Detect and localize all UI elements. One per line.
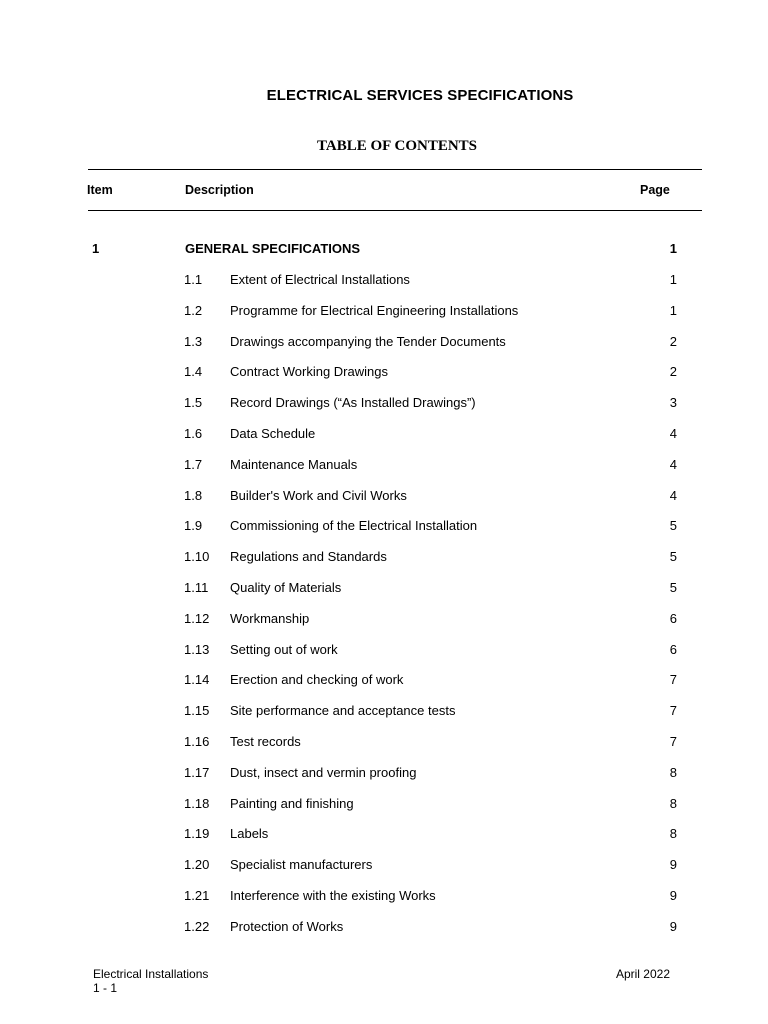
- toc-entry: [0, 488, 768, 519]
- toc-entry: [0, 395, 768, 426]
- toc-entry-page: 6: [669, 610, 677, 626]
- section-page-number: 1: [669, 241, 677, 256]
- toc-entry: [0, 826, 768, 857]
- toc-entry: [0, 272, 768, 303]
- footer-page-number: 1 - 1: [93, 981, 118, 995]
- toc-entry-number: 1.11: [184, 579, 209, 595]
- toc-entry-title: Extent of Electrical Installations: [230, 272, 410, 287]
- toc-entry-list: [0, 272, 768, 950]
- toc-entry-title: Labels: [230, 826, 269, 842]
- toc-entry-number: 1.20: [184, 857, 210, 873]
- toc-entry-title: Programme for Electrical Engineering Installations: [230, 302, 519, 318]
- toc-entry-page: 7: [669, 672, 677, 688]
- toc-entry-title: Dust, insect and vermin proofing: [230, 764, 417, 780]
- toc-entry-number: 1.1: [184, 272, 203, 287]
- toc-entry-number: 1.18: [184, 795, 210, 811]
- header-bottom-rule: [88, 210, 702, 211]
- toc-entry-page: 4: [669, 456, 677, 472]
- toc-entry-page: 7: [669, 703, 677, 719]
- toc-entry: [0, 457, 768, 488]
- toc-entry: [0, 857, 768, 888]
- toc-entry-page: 1: [669, 272, 677, 287]
- toc-entry-title: Regulations and Standards: [230, 549, 387, 565]
- toc-entry-page: 5: [669, 579, 677, 595]
- toc-entry: [0, 580, 768, 611]
- toc-entry-number: 1.10: [184, 549, 210, 565]
- toc-entry: [0, 765, 768, 796]
- toc-entry: [0, 919, 768, 950]
- column-header-description: Description: [185, 183, 254, 197]
- toc-entry-title: Data Schedule: [230, 425, 316, 441]
- toc-heading: TABLE OF CONTENTS: [316, 138, 478, 154]
- toc-entry-number: 1.6: [184, 425, 203, 441]
- toc-entry-number: 1.21: [184, 887, 210, 903]
- column-header-item: Item: [87, 183, 113, 197]
- toc-entry-page: 8: [669, 764, 677, 780]
- toc-entry-number: 1.15: [184, 703, 210, 719]
- toc-entry-page: 8: [669, 826, 677, 842]
- toc-entry-page: 7: [669, 733, 677, 749]
- toc-entry-number: 1.12: [184, 610, 210, 626]
- toc-entry: [0, 734, 768, 765]
- toc-entry-page: 6: [669, 641, 677, 657]
- toc-entry: [0, 334, 768, 365]
- toc-entry-title: Commissioning of the Electrical Installation: [230, 518, 478, 534]
- toc-entry-page: 4: [669, 425, 677, 441]
- footer-left: [93, 967, 208, 995]
- section-title: GENERAL SPECIFICATIONS: [185, 241, 361, 256]
- toc-entry-title: Painting and finishing: [230, 795, 354, 811]
- toc-entry: [0, 703, 768, 734]
- toc-entry-page: 9: [669, 887, 677, 903]
- toc-entry-number: 1.22: [184, 918, 210, 934]
- toc-entry-number: 1.7: [184, 456, 203, 472]
- toc-entry-page: 9: [669, 857, 677, 873]
- toc-entry-title: Erection and checking of work: [230, 672, 404, 688]
- toc-entry-title: Maintenance Manuals: [230, 456, 358, 472]
- toc-entry-page: 1: [669, 302, 677, 318]
- toc-entry: [0, 642, 768, 673]
- toc-entry-title: Site performance and acceptance tests: [230, 703, 456, 719]
- toc-entry-title: Specialist manufacturers: [230, 857, 373, 873]
- toc-entry-page: 3: [669, 395, 677, 411]
- toc-entry-number: 1.14: [184, 672, 210, 688]
- toc-entry: [0, 426, 768, 457]
- toc-entry-number: 1.4: [184, 364, 203, 380]
- toc-entry-title: Quality of Materials: [230, 579, 342, 595]
- toc-entry: [0, 303, 768, 334]
- toc-entry-number: 1.3: [184, 333, 203, 349]
- toc-entry-title: Contract Working Drawings: [230, 364, 388, 380]
- toc-entry-page: 2: [669, 364, 677, 380]
- toc-entry-number: 1.17: [184, 764, 210, 780]
- toc-entry-page: 4: [669, 487, 677, 503]
- toc-entry-title: Setting out of work: [230, 641, 338, 657]
- toc-entry-page: 5: [669, 518, 677, 534]
- toc-entry-page: 2: [669, 333, 677, 349]
- toc-entry-title: Builder's Work and Civil Works: [230, 487, 407, 503]
- toc-entry-number: 1.2: [184, 302, 203, 318]
- section-number: 1: [92, 241, 100, 256]
- toc-entry-number: 1.8: [184, 487, 203, 503]
- toc-entry-page: 5: [669, 549, 677, 565]
- toc-entry-title: Protection of Works: [230, 918, 344, 934]
- toc-entry: [0, 672, 768, 703]
- toc-entry-number: 1.5: [184, 395, 203, 411]
- toc-entry-title: Record Drawings (“As Installed Drawings”): [230, 395, 476, 411]
- toc-entry-number: 1.9: [184, 518, 203, 534]
- footer-date: April 2022: [615, 967, 670, 981]
- column-header-page: Page: [640, 183, 670, 197]
- footer-document-name: Electrical Installations: [93, 967, 209, 981]
- toc-entry-number: 1.16: [184, 733, 210, 749]
- toc-entry-title: Drawings accompanying the Tender Documents: [230, 333, 506, 349]
- header-top-rule: [88, 169, 702, 170]
- toc-entry: [0, 796, 768, 827]
- toc-entry-page: 9: [669, 918, 677, 934]
- toc-entry-title: Test records: [230, 733, 301, 749]
- toc-entry-number: 1.19: [184, 826, 210, 842]
- toc-entry: [0, 518, 768, 549]
- section-row: [0, 241, 768, 259]
- toc-entry: [0, 549, 768, 580]
- toc-entry-page: 8: [669, 795, 677, 811]
- toc-entry: [0, 364, 768, 395]
- toc-entry-title: Interference with the existing Works: [230, 887, 436, 903]
- toc-entry: [0, 888, 768, 919]
- document-title: ELECTRICAL SERVICES SPECIFICATIONS: [266, 87, 574, 104]
- toc-entry: [0, 611, 768, 642]
- toc-entry-title: Workmanship: [230, 610, 310, 626]
- toc-entry-number: 1.13: [184, 641, 210, 657]
